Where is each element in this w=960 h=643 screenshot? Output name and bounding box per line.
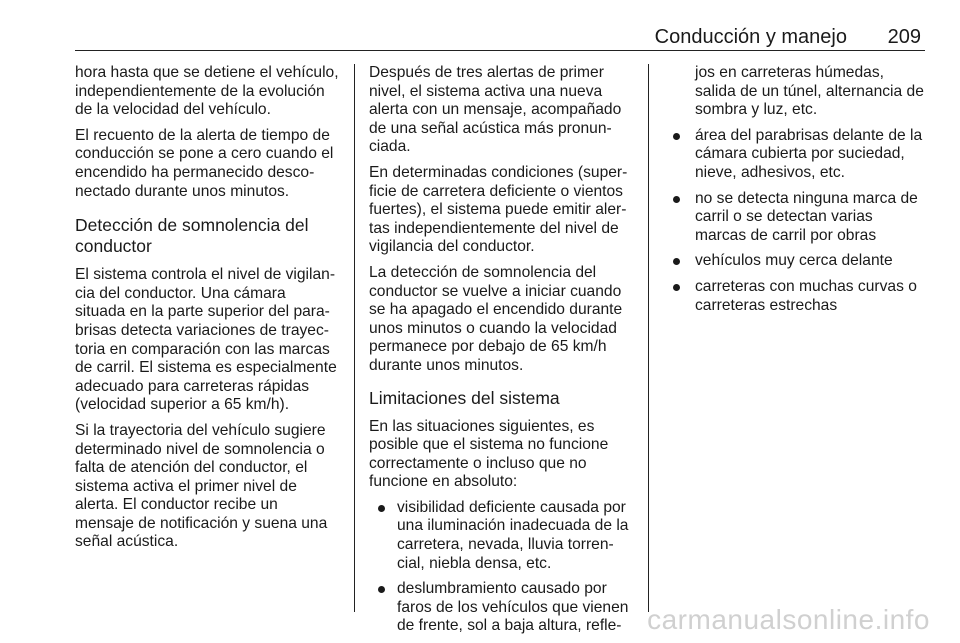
bullet-icon: [673, 258, 680, 265]
limitations-list-continued: [663, 127, 927, 315]
paragraph: Después de tres alertas de primer nivel, el sistema activa una nueva alerta con un mensaje, acompañado de una señal acústica más pronunciada.: [369, 64, 622, 156]
list-item: [663, 190, 927, 246]
paragraph: El sistema controla el nivel de vigilancia del conductor. Una cámara situada en la parte superior del parabrisas detecta variaciones de trayectoria en comparación con las marcas de carril. El sistema es especialmente adecuado para carreteras rápidas (velocidad superior a 65 km/h).: [75, 266, 337, 414]
watermark: carmanualsonline.info: [647, 604, 930, 635]
list-item-text: no se detecta ninguna marca de carril o se detectan varias marcas de carril por obras: [695, 189, 918, 244]
list-item-text: área del parabrisas delante de la cámara cubierta por suciedad, nieve, adhesivos, etc.: [695, 126, 923, 181]
list-item-text: visibilidad deficiente causada por una iluminación inadecuada de la carretera, nevada, lluvia torrencial, niebla densa, etc.: [397, 498, 629, 572]
column-divider-1: [354, 64, 355, 612]
bullet-icon: [673, 133, 680, 140]
column-divider-2: [648, 64, 649, 612]
list-item: [369, 499, 633, 573]
paragraph: En las situaciones siguientes, es posible que el sistema no funcione correctamente o incluso que no funcione en absoluto:: [369, 417, 609, 491]
bullet-icon: [378, 586, 385, 593]
paragraph: hora hasta que se detiene el vehículo, independientemente de la evolución de la velocidad del vehículo.: [75, 64, 339, 119]
list-item-text: deslumbramiento causado por faros de los vehículos que vienen de frente, sol a baja altura, refle-: [397, 580, 629, 635]
column-1: [75, 64, 339, 559]
chapter-title: Conducción y manejo: [654, 26, 847, 48]
list-item: [663, 252, 927, 271]
page-number: 209: [887, 26, 921, 48]
paragraph: La detección de somnolencia del conductor se vuelve a iniciar cuando se ha apagado el encendido durante unos minutos o cuando la velocidad permanece por debajo de 65 km/h durante unos minutos.: [369, 263, 623, 374]
paragraph: En determinadas condiciones (superficie de carretera deficiente o vientos fuertes), el sistema puede emitir alertas independientemente del nivel de vigilancia del conductor.: [369, 163, 628, 256]
bullet-icon: [673, 196, 680, 203]
list-item-text: carreteras con muchas curvas o carreteras estrechas: [695, 277, 917, 314]
limitations-list: [369, 499, 633, 636]
bullet-icon: [673, 284, 680, 291]
column-3: [663, 64, 927, 322]
column-2: [369, 64, 633, 643]
list-item: [663, 278, 927, 315]
section-heading: Limitaciones del sistema: [369, 387, 560, 408]
page-header: [75, 0, 925, 51]
section-heading: Detección de somnolencia del conductor: [75, 215, 309, 257]
list-item-text: vehículos muy cerca delante: [695, 252, 893, 270]
list-item-continuation: jos en carreteras húmedas, salida de un túnel, alternancia de sombra y luz, etc.: [695, 64, 924, 119]
list-item: [369, 580, 633, 636]
list-item: [663, 127, 927, 183]
paragraph: El recuento de la alerta de tiempo de conducción se pone a cero cuando el encendido ha permanecido desconectado durante unos minutos.: [75, 126, 334, 200]
paragraph: Si la trayectoria del vehículo sugiere determinado nivel de somnolencia o falta de atención del conductor, el sistema activa el primer nivel de alerta. El conductor recibe un mensaje de notificación y suena una señal acústica.: [75, 421, 328, 551]
bullet-icon: [378, 505, 385, 512]
